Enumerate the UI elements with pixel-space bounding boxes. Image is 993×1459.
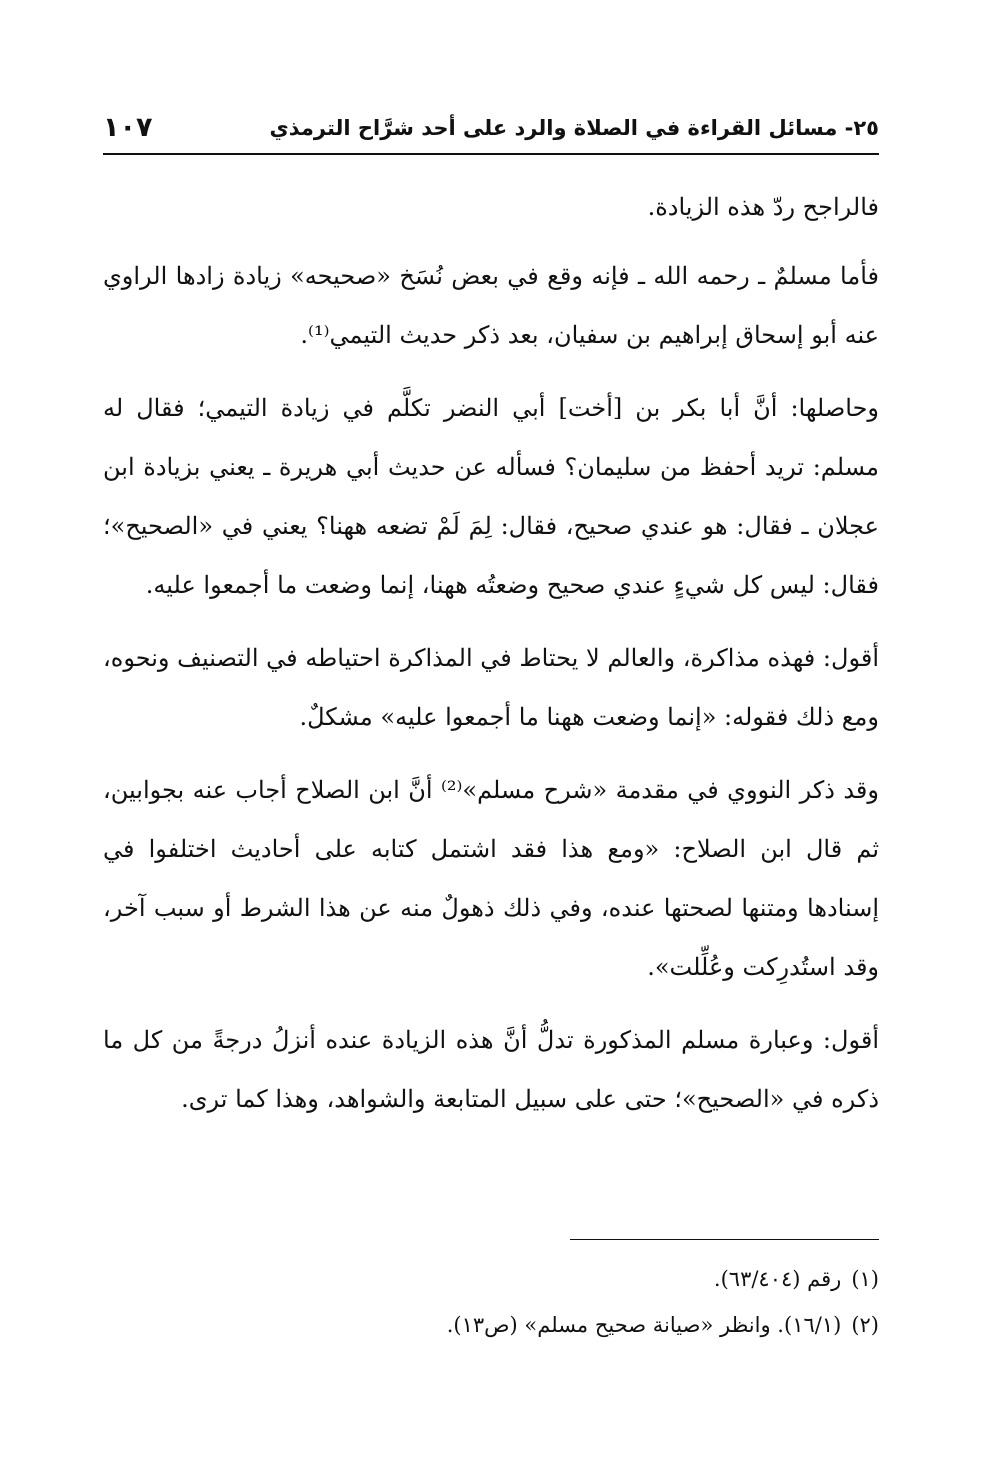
footnote-item [103, 1256, 879, 1302]
footnote-number: (١) [851, 1267, 879, 1291]
header-divider [103, 153, 879, 155]
footnote-text: (١٦/١). وانظر «صيانة صحيح مسلم» (ص١٣). [446, 1313, 842, 1337]
paragraph-comment: أقول: فهذه مذاكرة، والعالم لا يحتاط في المذاكرة احتياطه في التصنيف ونحوه، ومع ذلك فقوله: «إنما وضعت ههنا ما أجمعوا عليه» مشكلٌ. [103, 644, 879, 731]
footnote-number: (٢) [851, 1313, 879, 1337]
main-text [103, 178, 879, 1143]
paragraph-final-remark: أقول: وعبارة مسلم المذكورة تدلُّ أنَّ هذه الزيادة عنده أنزلُ درجةً من كل ما ذكره في «الصحيح»؛ حتى على سبيل المتابعة والشواهد، وهذا كما ترى. [103, 1026, 879, 1113]
footnotes [103, 1256, 879, 1348]
footnote-item [103, 1302, 879, 1348]
paragraph-summary: وحاصلها: أنَّ أبا بكر بن [أخت] أبي النضر تكلَّم في زيادة التيمي؛ فقال له مسلم: تريد أحفظ من سليمان؟ فسأله عن حديث أبي هريرة ـ يعني بزيادة ابن عجلان ـ فقال: هو عندي صحيح، فقال: لِمَ لَمْ تضعه ههنا؟ يعني في «الصحيح»؛ فقال: ليس كل شيءٍ عندي صحيح وضعتُه ههنا، إنما وضعت ما أجمعوا عليه. [103, 394, 879, 599]
paragraph-muslim-addition: فأما مسلمٌ ـ رحمه الله ـ فإنه وقع في بعض نُسَخ «صحيحه» زيادة زادها الراوي عنه أبو إسحاق إبراهيم بن سفيان، بعد ذكر حديث التيمي⁽¹⁾. [103, 262, 879, 349]
paragraph-nawawi: وقد ذكر النووي في مقدمة «شرح مسلم»⁽²⁾ أنَّ ابن الصلاح أجاب عنه بجوابين، ثم قال ابن الصلاح: «ومع هذا فقد اشتمل كتابه على أحاديث اختلفوا في إسنادها ومتنها لصحتها عنده، وفي ذلك ذهولٌ منه عن هذا الشرط أو سبب آخر، وقد استُدرِكت وعُلِّلت». [103, 776, 879, 981]
running-header [103, 112, 879, 156]
paragraph-conclusion: فالراجح ردّ هذه الزيادة. [647, 193, 879, 221]
footnote-text: رقم (٦٣/٤٠٤). [713, 1267, 842, 1291]
footnote-divider [570, 1239, 879, 1240]
page-number: ١٠٧ [103, 112, 153, 143]
chapter-title: ٢٥- مسائل القراءة في الصلاة والرد على أحد شرَّاح الترمذي [269, 116, 879, 140]
